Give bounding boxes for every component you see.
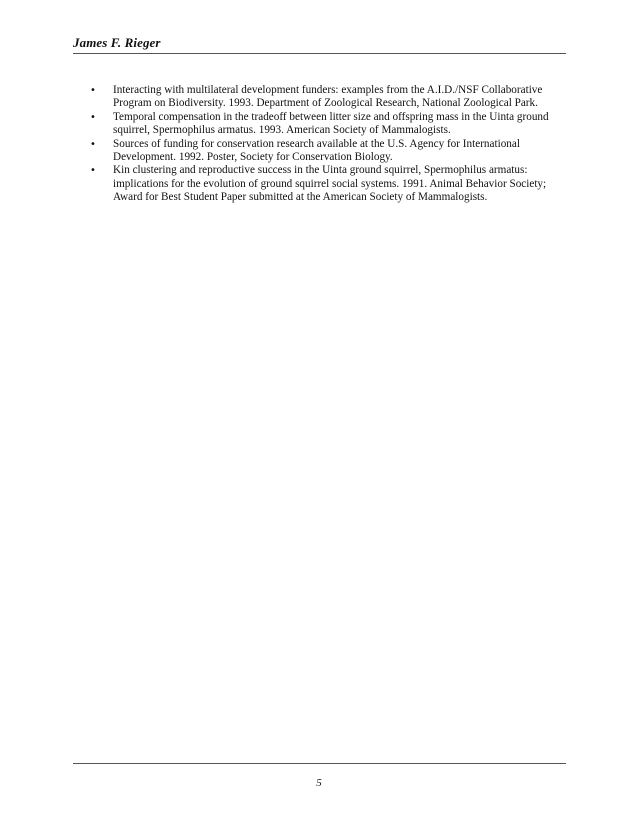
list-item-text: Kin clustering and reproductive success in the Uinta ground squirrel, Spermophilus armatus: implications for the evolution of ground squirrel social systems. 1991. Animal Behavior Society; Award for Best Student Paper submitted at the American Society of Mammalogists.: [113, 164, 547, 204]
bullet-icon: •: [90, 111, 96, 123]
footer-divider: [73, 763, 566, 764]
author-name: James F. Rieger: [73, 35, 161, 50]
list-item-text: Interacting with multilateral development funders: examples from the A.I.D./NSF Collaborative Program on Biodiversity. 1993. Department of Zoological Research, National Zoological Park.: [113, 84, 543, 110]
list-item-text: Temporal compensation in the tradeoff between litter size and offspring mass in the Uinta ground squirrel, Spermophilus armatus. 1993. American Society of Mammalogists.: [113, 110, 549, 137]
list-item-text: Sources of funding for conservation research available at the U.S. Agency for International Development. 1992. Poster, Society for Conservation Biology.: [113, 137, 520, 164]
list-item: [90, 111, 566, 138]
bullet-icon: •: [90, 165, 96, 177]
presentations-list: [90, 84, 566, 205]
page-header: [73, 35, 566, 55]
list-item: [90, 164, 566, 204]
page-number: 5: [316, 777, 322, 789]
header-divider: [73, 53, 566, 54]
bullet-icon: •: [90, 138, 96, 150]
bullet-icon: •: [90, 85, 96, 96]
list-item: [90, 138, 566, 165]
list-item: [90, 84, 566, 111]
